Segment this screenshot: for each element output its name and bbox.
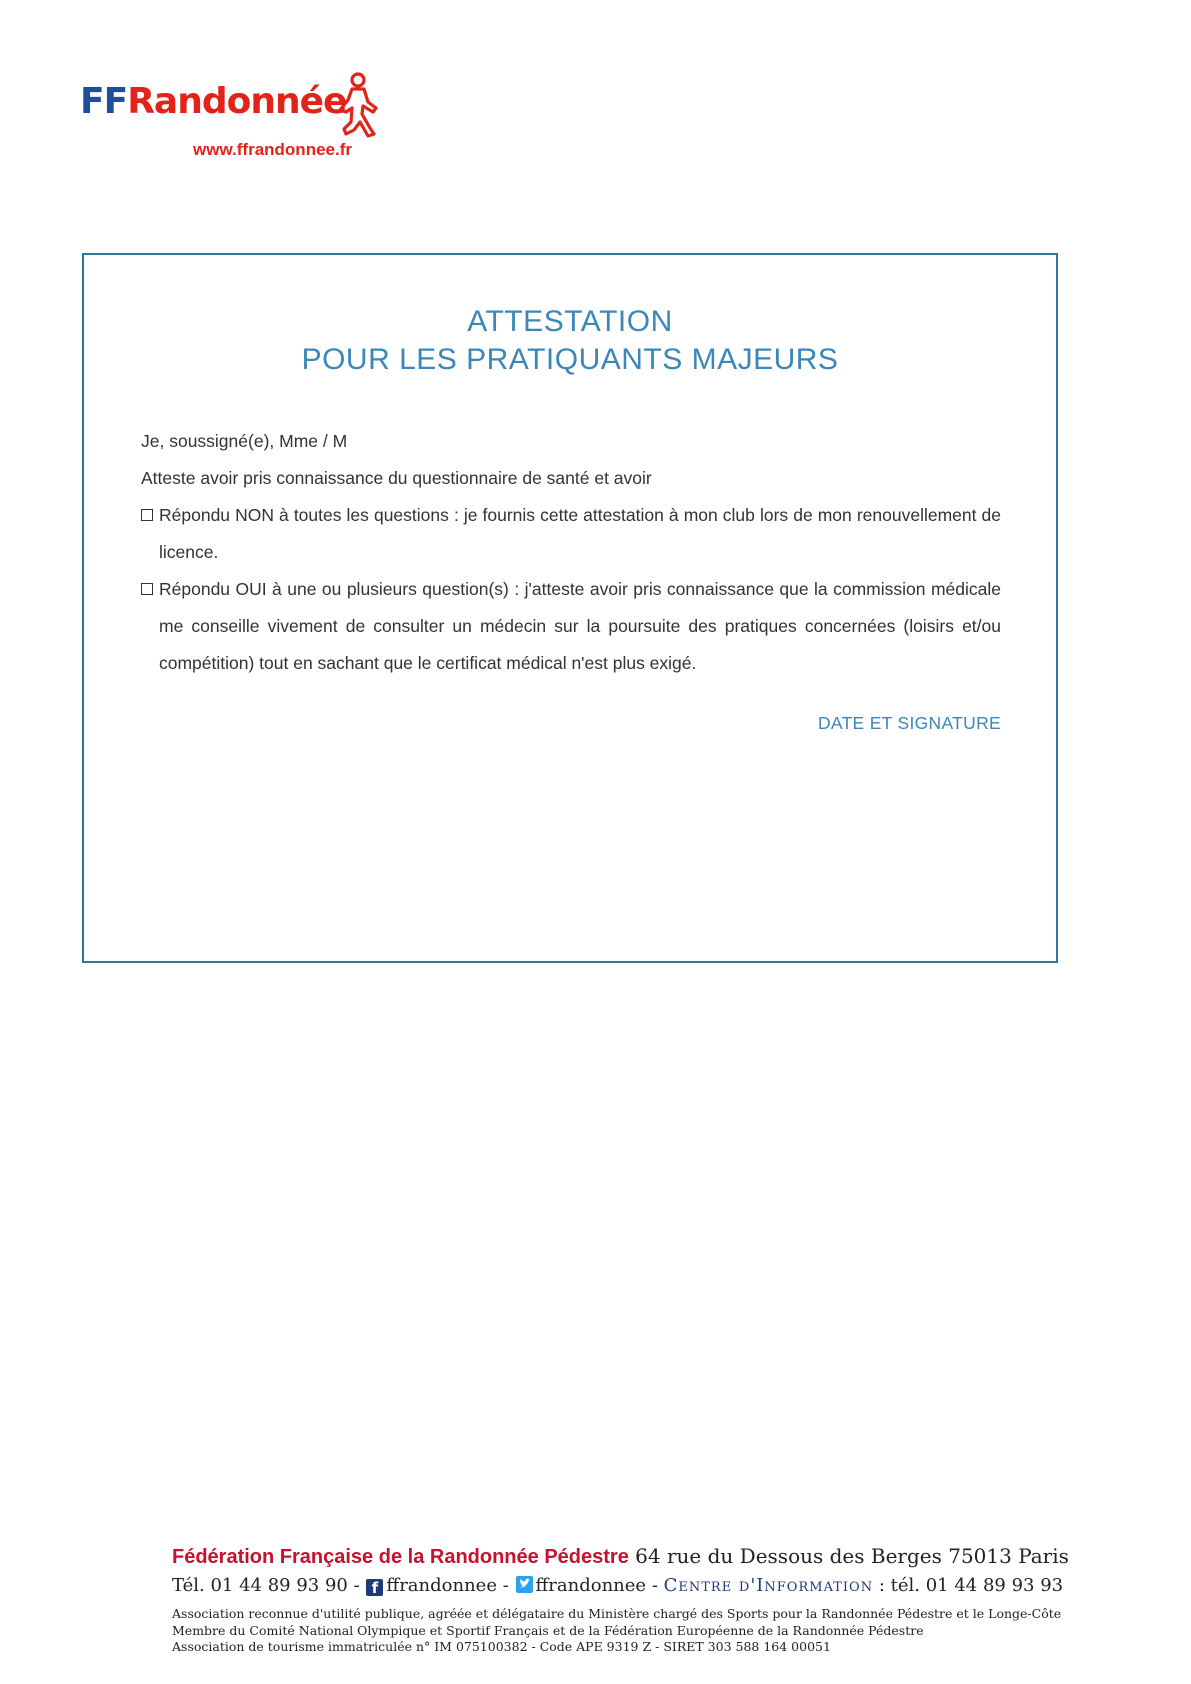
- option-oui: [141, 571, 1001, 682]
- website-link[interactable]: www.ffrandonnee.fr: [193, 140, 352, 159]
- attest-line: Atteste avoir pris connaissance du questionnaire de santé et avoir: [141, 468, 652, 488]
- twitter-icon: [516, 1576, 533, 1593]
- footer: [172, 1543, 1069, 1656]
- footer-info-label: Centre d'Information: [663, 1575, 874, 1596]
- hiker-icon: [328, 72, 380, 138]
- facebook-icon: f: [366, 1579, 383, 1596]
- footer-tel: Tél. 01 44 89 93 90 -: [172, 1575, 366, 1596]
- attestation-body: [141, 423, 1001, 682]
- footer-org-name: Fédération Française de la Randonnée Pédestre: [172, 1546, 629, 1568]
- option-non-text: Répondu NON à toutes les questions : je fournis cette attestation à mon club lors de mon renouvellement de licence.: [159, 505, 1001, 562]
- footer-address: 64 rue du Dessous des Berges 75013 Paris: [628, 1544, 1069, 1568]
- title-line-2: POUR LES PRATIQUANTS MAJEURS: [301, 343, 839, 376]
- option-oui-text: Répondu OUI à une ou plusieurs question(s) : j'atteste avoir pris connaissance que la commission médicale me conseille vivement de consulter un médecin sur la poursuite des pratiques concernées (loisirs et/ou compétition) tout en sachant que le certificat médical n'est plus exigé.: [159, 579, 1001, 673]
- attestation-title: [84, 303, 1056, 379]
- attestation-box: [82, 253, 1058, 963]
- footer-info-tel: : tél. 01 44 89 93 93: [873, 1575, 1064, 1596]
- ffrandonnee-logo: [80, 70, 380, 165]
- footer-facebook[interactable]: ffrandonnee: [386, 1575, 497, 1596]
- footer-sep-2: -: [646, 1575, 664, 1596]
- checkbox-non[interactable]: [141, 509, 153, 521]
- footer-legal: [172, 1606, 1062, 1656]
- footer-twitter[interactable]: ffrandonnee: [535, 1575, 647, 1596]
- footer-contact-line: [172, 1572, 1064, 1600]
- option-non: [141, 497, 1001, 571]
- footer-legal-1: Association reconnue d'utilité publique, agréée et délégataire du Ministère chargé des Sports pour la Randonnée Pédestre et le Longe-Côte: [172, 1606, 1062, 1621]
- footer-legal-3: Association de tourisme immatriculée n° IM 075100382 - Code APE 9319 Z - SIRET 303 588 164 00051: [172, 1639, 831, 1654]
- title-line-1: ATTESTATION: [467, 305, 673, 338]
- footer-legal-2: Membre du Comité National Olympique et Sportif Français et de la Fédération Européenne de la Randonnée Pédestre: [172, 1622, 924, 1638]
- footer-address-line: [172, 1543, 1069, 1570]
- checkbox-oui[interactable]: [141, 583, 153, 595]
- logo-ff: FF: [80, 81, 128, 122]
- footer-sep-1: -: [496, 1575, 515, 1596]
- signatory-line: Je, soussigné(e), Mme / M: [141, 431, 348, 451]
- logo-wordmark: [80, 81, 347, 122]
- logo-randonnee: Randonnée: [127, 81, 347, 122]
- date-signature-label: DATE ET SIGNATURE: [817, 713, 1001, 733]
